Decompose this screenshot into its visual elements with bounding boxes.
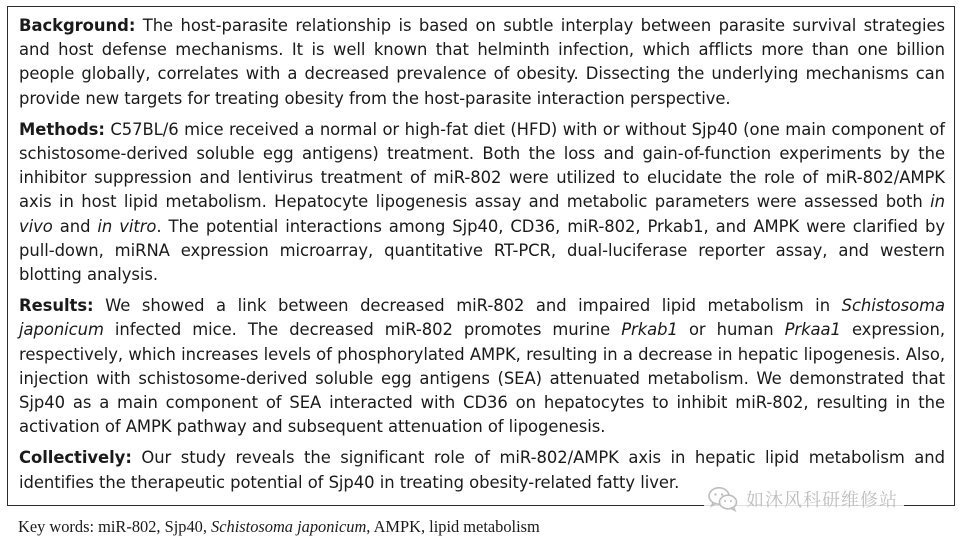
methods-paragraph xyxy=(19,118,945,287)
wechat-icon xyxy=(708,486,738,512)
background-text: The host-parasite relationship is based on subtle interplay between parasite survival strategies and host defense mechanisms. It is well known that helminth infection, which afflicts more than one billion people globally, correlates with a decreased prevalence of obesity. Dissecting the underlying mechanisms can provide new targets for treating obesity from the host-parasite interaction perspective. xyxy=(19,16,945,108)
results-paragraph xyxy=(19,294,945,439)
abstract-box xyxy=(7,6,955,506)
abstract-content xyxy=(19,14,945,502)
methods-text-3: . The potential interactions among Sjp40, CD36, miR-802, Prkab1, and AMPK were clarified by pull-down, miRNA expression microarray, quantitative RT-PCR, dual-luciferase reporter assay, and western blotting analysis. xyxy=(19,216,945,285)
methods-text-1: C57BL/6 mice received a normal or high-fat diet (HFD) with or without Sjp40 (one main component of schistosome-derived soluble egg antigens) treatment. Both the loss and gain-of-function experiments by the inhibitor suppression and lentivirus treatment of miR-802 were utilized to elucidate the role of miR-802/AMPK axis in host lipid metabolism. Hepatocyte lipogenesis assay and metabolic parameters were assessed both xyxy=(19,119,945,212)
results-text-2: infected mice. The decreased miR-802 promotes murine xyxy=(103,320,622,340)
methods-italic-in-vitro: in vitro xyxy=(97,216,157,236)
keywords-italic-species: Schistosoma japonicum xyxy=(211,517,367,536)
background-label: Background: xyxy=(19,16,136,35)
results-label: Results: xyxy=(19,296,94,316)
keywords-line xyxy=(18,516,540,538)
methods-label: Methods: xyxy=(19,119,105,139)
watermark xyxy=(704,482,904,516)
methods-italic-in-vivo: in vivo xyxy=(19,192,945,236)
results-italic-species: Schistosoma japonicum xyxy=(19,296,945,340)
collectively-text: Our study reveals the significant role of miR-802/AMPK axis in hepatic lipid metabolism and identifies the therapeutic potential of Sjp40 in treating obesity-related fatty liver. xyxy=(19,448,945,492)
results-text-3: or human xyxy=(677,320,785,340)
keywords-prefix: Key words: miR-802, Sjp40, xyxy=(18,517,212,536)
background-paragraph xyxy=(19,14,945,111)
keywords-suffix: , AMPK, lipid metabolism xyxy=(366,517,540,536)
results-italic-prkaa1: Prkaa1 xyxy=(784,320,841,340)
results-text-4: expression, respectively, which increases levels of phosphorylated AMPK, resulting in a decrease in hepatic lipogenesis. Also, injection with schistosome-derived soluble egg antigens (SEA) attenuated metabolism. We demonstrated that Sjp40 as a main component of SEA interacted with CD36 on hepatocytes to inhibit miR-802, resulting in the activation of AMPK pathway and subsequent attenuation of lipogenesis. xyxy=(19,320,946,437)
watermark-text: 如沐风科研维修站 xyxy=(746,490,898,511)
collectively-label: Collectively: xyxy=(19,448,132,468)
results-italic-prkab1: Prkab1 xyxy=(621,320,678,340)
results-text-1: We showed a link between decreased miR-802 and impaired lipid metabolism in xyxy=(93,296,842,316)
methods-text-2: and xyxy=(52,216,98,236)
